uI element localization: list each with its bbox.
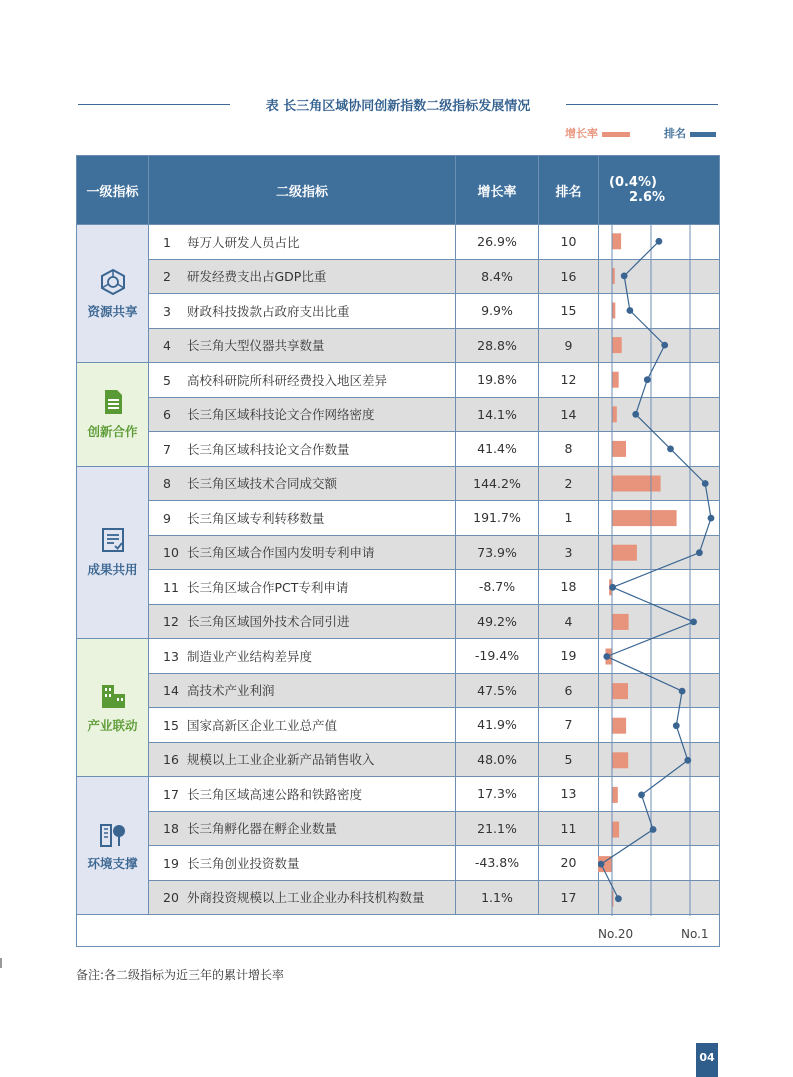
- indicator-cell: [149, 397, 456, 432]
- buildings-icon: [99, 682, 127, 710]
- category-cell: [77, 777, 149, 915]
- indicator-cell: [149, 604, 456, 639]
- growth-cell: 73.9%: [456, 535, 539, 570]
- growth-bar: [612, 787, 618, 803]
- indicator-number: 12: [163, 614, 179, 630]
- table-title: [78, 94, 718, 116]
- growth-bar: [612, 683, 628, 699]
- indicator-cell: [149, 432, 456, 467]
- category-label: 资源共享: [87, 303, 138, 319]
- legend-rank: [664, 125, 716, 141]
- building-tree-icon: [99, 820, 127, 848]
- indicator-cell: [149, 294, 456, 329]
- indicator-number: 3: [163, 303, 171, 319]
- legend-growth-swatch: [602, 132, 630, 137]
- growth-cell: 28.8%: [456, 328, 539, 363]
- rank-cell: 10: [539, 225, 599, 260]
- header-level1: 一级指标: [77, 156, 149, 225]
- title-text: 表 长三角区域协同创新指数二级指标发展情况: [265, 99, 531, 114]
- indicator-name: 长三角区域国外技术合同引进: [187, 614, 350, 630]
- rank-point: [661, 342, 668, 349]
- header-range: [599, 156, 720, 225]
- legend-growth: [565, 125, 630, 141]
- footer-rank-high: No.1: [681, 927, 709, 941]
- rank-cell: 18: [539, 570, 599, 605]
- rank-cell: 8: [539, 432, 599, 467]
- indicator-number: 19: [163, 855, 179, 871]
- indicator-name: 长三角大型仪器共享数量: [187, 338, 325, 354]
- rank-cell: 1: [539, 501, 599, 536]
- rank-point: [696, 549, 703, 556]
- rank-cell: 9: [539, 328, 599, 363]
- category-cell: [77, 639, 149, 777]
- page-number: 04: [696, 1043, 718, 1077]
- document-icon: [99, 388, 127, 416]
- range-min: (0.4%): [609, 175, 657, 190]
- growth-bar: [612, 476, 661, 492]
- rank-cell: 17: [539, 880, 599, 915]
- growth-bar: [612, 718, 626, 734]
- indicator-number: 17: [163, 786, 179, 802]
- rank-point: [708, 515, 715, 522]
- growth-bar: [612, 510, 677, 526]
- rank-point: [621, 273, 628, 280]
- indicator-number: 16: [163, 752, 179, 768]
- rank-cell: 4: [539, 604, 599, 639]
- indicator-cell: [149, 466, 456, 501]
- indicator-name: 长三角区域专利转移数量: [187, 510, 325, 526]
- growth-cell: 47.5%: [456, 673, 539, 708]
- rank-cell: 7: [539, 708, 599, 743]
- footer-rank-low: No.20: [598, 927, 634, 941]
- category-label: 环境支撑: [87, 855, 138, 871]
- growth-bar: [612, 233, 621, 249]
- indicator-cell: [149, 225, 456, 260]
- indicator-name: 长三角创业投资数量: [187, 855, 300, 871]
- rank-point: [603, 653, 610, 660]
- rank-cell: 19: [539, 639, 599, 674]
- growth-bar: [612, 822, 619, 838]
- rank-point: [673, 722, 680, 729]
- growth-cell: 17.3%: [456, 777, 539, 812]
- growth-cell: 144.2%: [456, 466, 539, 501]
- category-cell: [77, 363, 149, 467]
- rank-point: [627, 307, 634, 314]
- indicator-number: 7: [163, 441, 171, 457]
- indicator-name: 规模以上工业企业新产品销售收入: [187, 752, 375, 768]
- category-cell: [77, 466, 149, 639]
- category-label: 产业联动: [87, 717, 138, 733]
- indicator-cell: [149, 708, 456, 743]
- growth-cell: 21.1%: [456, 811, 539, 846]
- indicator-name: 长三角区域科技论文合作网络密度: [187, 407, 375, 423]
- rank-point: [632, 411, 639, 418]
- category-cell: [77, 225, 149, 363]
- growth-bar: [612, 372, 619, 388]
- header-level2: 二级指标: [149, 156, 456, 225]
- indicator-name: 长三角区域合作国内发明专利申请: [187, 545, 375, 561]
- growth-cell: 8.4%: [456, 259, 539, 294]
- margin-mark: [0, 958, 2, 968]
- indicator-name: 长三角区域高速公路和铁路密度: [187, 786, 363, 802]
- header-rank: 排名: [539, 156, 599, 225]
- indicator-name: 外商投资规模以上工业企业办科技机构数量: [187, 890, 425, 906]
- rank-point: [638, 792, 645, 799]
- rank-cell: 14: [539, 397, 599, 432]
- indicator-cell: [149, 811, 456, 846]
- indicator-cell: [149, 535, 456, 570]
- indicator-number: 13: [163, 648, 179, 664]
- growth-cell: -43.8%: [456, 846, 539, 881]
- indicator-cell: [149, 777, 456, 812]
- growth-bar: [612, 337, 622, 353]
- rank-cell: 3: [539, 535, 599, 570]
- growth-cell: -8.7%: [456, 570, 539, 605]
- growth-bar: [612, 752, 628, 768]
- indicator-name: 长三角区域科技论文合作数量: [187, 441, 350, 457]
- growth-bar: [612, 614, 629, 630]
- indicator-name: 长三角区域合作PCT专利申请: [187, 579, 349, 595]
- indicator-name: 高技术产业利润: [187, 683, 275, 699]
- growth-cell: -19.4%: [456, 639, 539, 674]
- category-label: 创新合作: [87, 424, 138, 440]
- indicator-name: 长三角孵化器在孵企业数量: [187, 821, 338, 837]
- rank-cell: 12: [539, 363, 599, 398]
- indicator-number: 4: [163, 338, 171, 354]
- growth-cell: 41.9%: [456, 708, 539, 743]
- legend-rank-swatch: [690, 132, 716, 137]
- indicator-number: 18: [163, 821, 179, 837]
- growth-rank-chart: [598, 224, 719, 916]
- header-growth: 增长率: [456, 156, 539, 225]
- growth-cell: 9.9%: [456, 294, 539, 329]
- indicator-cell: [149, 501, 456, 536]
- indicator-cell: [149, 846, 456, 881]
- rank-cell: 5: [539, 742, 599, 777]
- indicator-number: 9: [163, 510, 171, 526]
- indicator-name: 制造业产业结构差异度: [187, 648, 313, 664]
- rank-point: [656, 238, 663, 245]
- footnote: 备注:各二级指标为近三年的累计增长率: [76, 968, 285, 982]
- rank-point: [609, 584, 616, 591]
- indicator-cell: [149, 570, 456, 605]
- growth-cell: 41.4%: [456, 432, 539, 467]
- rank-cell: 11: [539, 811, 599, 846]
- rank-point: [667, 446, 674, 453]
- indicator-number: 2: [163, 269, 171, 285]
- rank-cell: 13: [539, 777, 599, 812]
- rank-point: [690, 619, 697, 626]
- indicator-name: 国家高新区企业工业总产值: [187, 717, 338, 733]
- indicator-number: 11: [163, 579, 179, 595]
- rank-cell: 16: [539, 259, 599, 294]
- growth-cell: 19.8%: [456, 363, 539, 398]
- indicator-number: 8: [163, 476, 171, 492]
- rank-cell: 20: [539, 846, 599, 881]
- indicator-number: 20: [163, 890, 179, 906]
- indicator-cell: [149, 639, 456, 674]
- growth-bar: [612, 441, 626, 457]
- legend-growth-label: 增长率: [565, 127, 598, 140]
- indicator-cell: [149, 880, 456, 915]
- rank-cell: 15: [539, 294, 599, 329]
- rank-cell: 2: [539, 466, 599, 501]
- legend-rank-label: 排名: [664, 127, 686, 140]
- category-label: 成果共用: [87, 562, 138, 578]
- growth-bar: [612, 406, 617, 422]
- indicator-number: 15: [163, 717, 179, 733]
- rank-point: [644, 376, 651, 383]
- growth-cell: 26.9%: [456, 225, 539, 260]
- indicator-name: 高校科研院所科研经费投入地区差异: [187, 372, 388, 388]
- indicator-cell: [149, 363, 456, 398]
- indicator-number: 5: [163, 372, 171, 388]
- indicator-name: 长三角区域技术合同成交额: [187, 476, 338, 492]
- rank-point: [679, 688, 686, 695]
- indicator-cell: [149, 673, 456, 708]
- indicator-cell: [149, 328, 456, 363]
- indicator-name: 研发经费支出占GDP比重: [187, 269, 327, 285]
- rank-cell: 6: [539, 673, 599, 708]
- growth-cell: 1.1%: [456, 880, 539, 915]
- rank-point: [650, 826, 657, 833]
- indicator-number: 6: [163, 407, 171, 423]
- indicator-number: 10: [163, 545, 179, 561]
- indicator-name: 财政科技拨款占政府支出比重: [187, 303, 350, 319]
- growth-cell: 48.0%: [456, 742, 539, 777]
- indicator-number: 1: [163, 234, 171, 250]
- hexagon-network-icon: [99, 268, 127, 296]
- indicator-cell: [149, 742, 456, 777]
- rank-point: [615, 895, 622, 902]
- growth-cell: 49.2%: [456, 604, 539, 639]
- growth-cell: 191.7%: [456, 501, 539, 536]
- rank-point: [702, 480, 709, 487]
- header-row: [77, 156, 720, 225]
- indicator-name: 每万人研发人员占比: [187, 234, 300, 250]
- indicator-number: 14: [163, 683, 179, 699]
- growth-cell: 14.1%: [456, 397, 539, 432]
- indicator-cell: [149, 259, 456, 294]
- checklist-icon: [99, 526, 127, 554]
- range-max: 2.6%: [629, 190, 666, 205]
- rank-point: [684, 757, 691, 764]
- growth-bar: [612, 545, 637, 561]
